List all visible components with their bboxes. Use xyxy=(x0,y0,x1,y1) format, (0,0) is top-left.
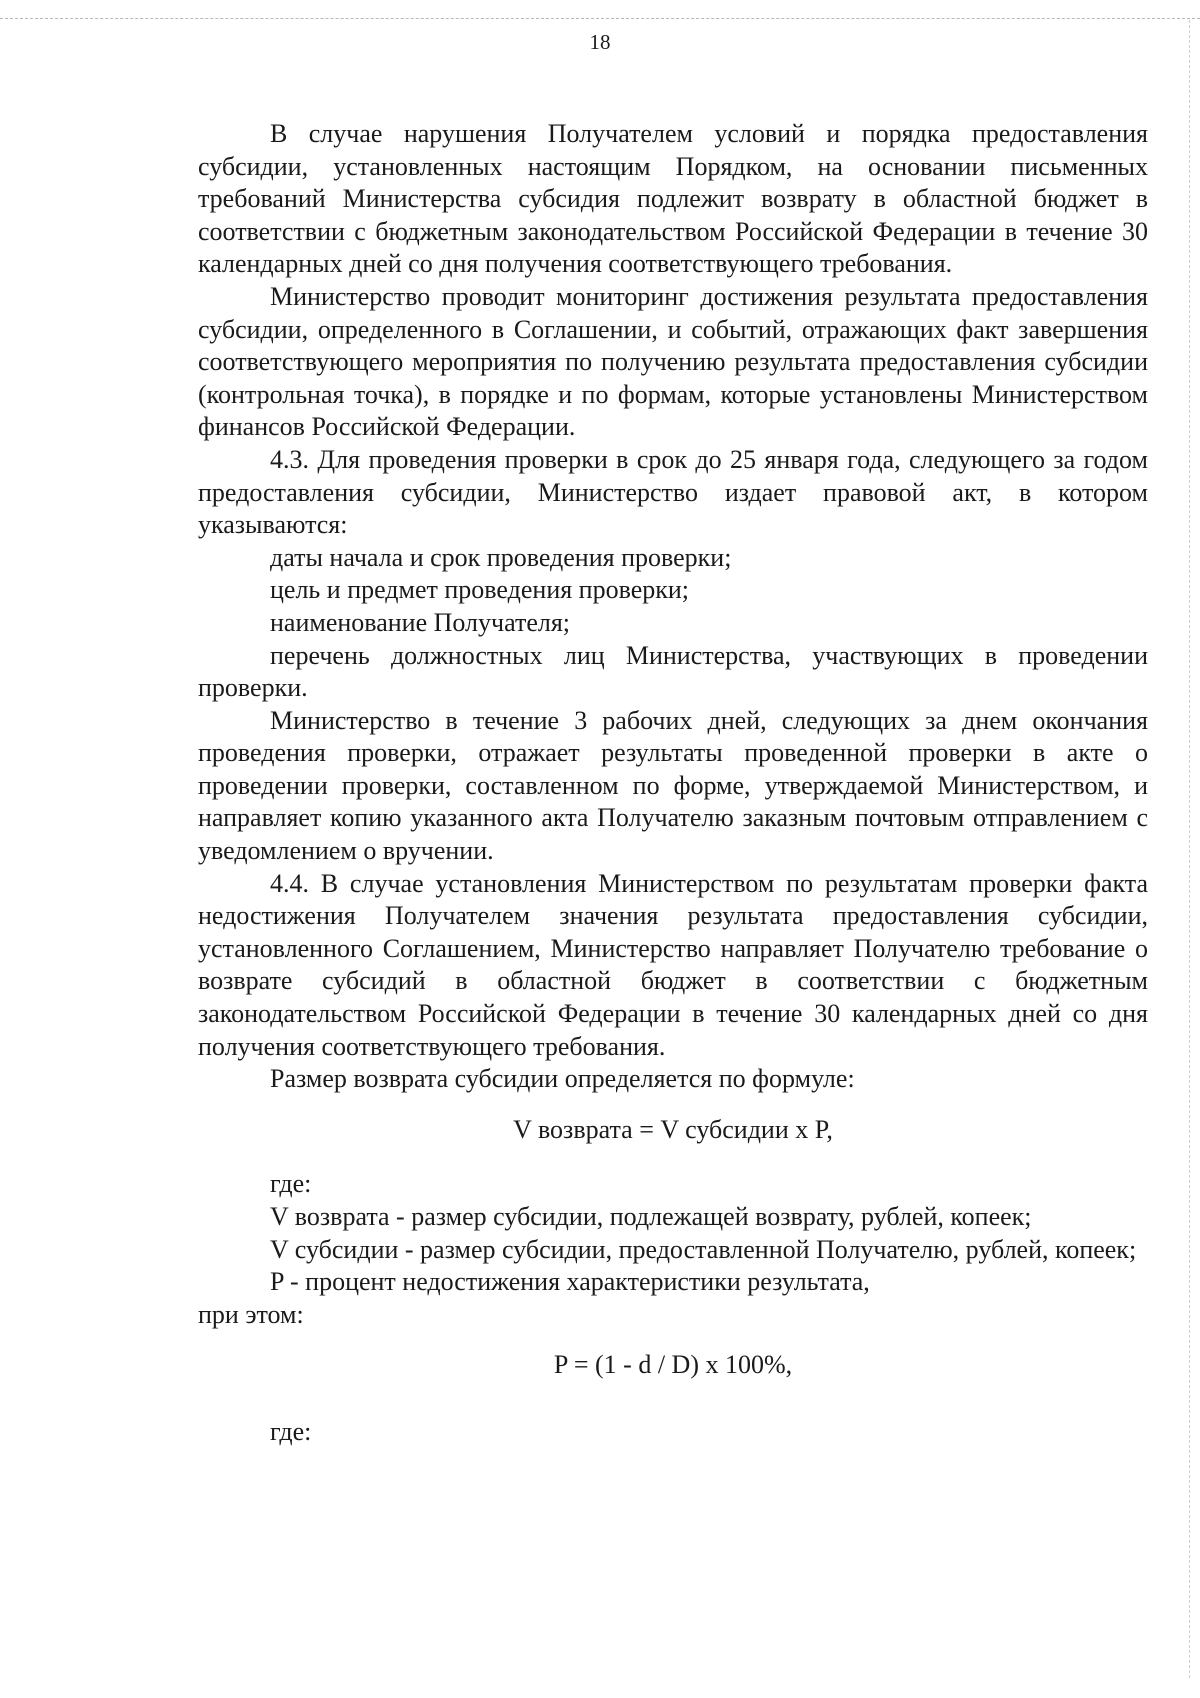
list-item-dates: даты начала и срок проведения проверки; xyxy=(270,542,732,572)
definition-p-continued: при этом: xyxy=(198,1299,304,1329)
formula-return-amount: V возврата = V субсидии x P, xyxy=(513,1114,833,1144)
list-item-officials: перечень должностных лиц Министерства, участвующих в проведении проверки. xyxy=(198,640,1148,703)
list-item-goal: цель и предмет проведения проверки; xyxy=(270,575,690,605)
page-number: 18 xyxy=(589,30,611,54)
scan-border-top xyxy=(0,18,1200,19)
paragraph-4-4: 4.4. В случае установления Министерством по результатам проверки факта недостижения Получателем значения результата предоставления субсидии, установленного Соглашением, Министерство направляет Получателю требование о возврате субсидий в областной бюджет в соответствии с бюджетным законодательством Российской Федерации в течение 30 календарных дней со дня получения соответствующего требования. xyxy=(198,868,1148,1061)
paragraph-inspection-act: Министерство в течение 3 рабочих дней, следующих за днем окончания проведения проверки, отражает результаты проведенной проверки в акте о проведении проверки, составленном по форме, утверждаемой Министерством, и направляет копию указанного акта Получателю заказным почтовым отправлением с уведомлением о вручении. xyxy=(198,705,1148,866)
paragraph-formula-intro: Размер возврата субсидии определяется по формуле: xyxy=(270,1064,855,1094)
definition-v-return: V возврата - размер субсидии, подлежащей возврату, рублей, копеек; xyxy=(270,1202,1032,1231)
definition-p: P - процент недостижения характеристики результата, xyxy=(270,1267,870,1297)
definition-v-subsidy: V субсидии - размер субсидии, предоставленной Получателю, рублей, копеек; xyxy=(270,1234,1137,1264)
list-item-recipient: наименование Получателя; xyxy=(270,607,571,637)
paragraph-monitoring: Министерство проводит мониторинг достижения результата предоставления субсидии, определенного в Соглашении, и событий, отражающих факт завершения соответствующего мероприятия по получению результата предоставления субсидии (контрольная точка), в порядке и по формам, которые установлены Министерством финансов Российской Федерации. xyxy=(198,281,1148,442)
formula-percentage: P = (1 - d / D) x 100%, xyxy=(553,1350,793,1380)
paragraph-return-conditions: В случае нарушения Получателем условий и порядка предоставления субсидии, установленных настоящим Порядком, на основании письменных требований Министерства субсидия подлежит возврату в областной бюджет в соответствии с бюджетным законодательством Российской Федерации в течение 30 календарных дней со дня получения соответствующего требования. xyxy=(198,119,1148,279)
where-label-2: где: xyxy=(270,1416,312,1446)
paragraph-4-3: 4.3. Для проведения проверки в срок до 25 января года, следующего за годом предоставления субсидии, Министерство издает правовой акт, в котором указываются: xyxy=(198,444,1148,540)
spacer xyxy=(198,1404,1148,1416)
where-label-1: где: xyxy=(270,1169,312,1199)
scan-border-right xyxy=(1189,20,1190,1678)
document-body xyxy=(198,118,1148,1449)
